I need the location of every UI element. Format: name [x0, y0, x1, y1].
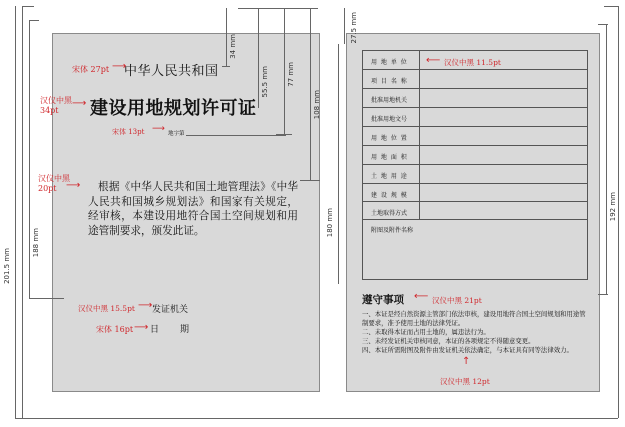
dim-line-201: [15, 6, 16, 418]
arrow-title: ⟶: [72, 98, 87, 109]
arrow-serial: ⟶: [152, 124, 165, 134]
table-row: 土地取得方式: [363, 202, 587, 220]
outer-frame-top-right: [604, 6, 618, 7]
annotation-body-font: 汉仪中黑 20pt: [38, 174, 70, 193]
certificate-body-text: 根据《中华人民共和国土地管理法》《中华人民共和国城乡规划法》和国家有关规定，经审核，本建设用地符合国土空间规划和用途管制要求，颁发此证。: [88, 181, 298, 237]
dim-line-77: [284, 8, 285, 134]
date-char-period: 期: [180, 325, 190, 335]
notice-item: 四、本证所需附图及附件由发证机关依法确定，与本证具有同等法律效力。: [362, 346, 573, 354]
serial-underline: [186, 135, 286, 136]
dim-label-180: 180 mm: [326, 208, 334, 238]
dim-label-27: 27.5 mm: [350, 12, 358, 44]
table-row: 用 地 位 置: [363, 127, 587, 146]
dim-label-77: 77 mm: [287, 62, 295, 87]
table-row: 批准用地机关: [363, 89, 587, 108]
notice-item: 三、未经发证机关审核同意，本证的各项规定不得随意变更。: [362, 337, 535, 345]
dim-label-55: 55.5 mm: [261, 66, 269, 98]
table-row: 用 地 面 积: [363, 146, 587, 165]
arrow-notice-title: ⟵: [414, 291, 429, 302]
notice-item: 二、未取得本证而占用土地的，属违法行为。: [362, 328, 490, 336]
dim-line-192: [606, 24, 607, 294]
date-char-day: 日: [150, 325, 160, 335]
dim-line-34: [226, 8, 227, 66]
outer-frame-right: [618, 6, 619, 418]
dim-line-180: [338, 44, 339, 284]
annotation-title-font: 汉仪中黑 34pt: [40, 96, 72, 115]
info-table: [362, 50, 588, 280]
country-name: 中华人民共和国: [124, 64, 219, 79]
annotation-table-font: 汉仪中黑 11.5pt: [444, 58, 501, 67]
outer-frame-top-left: [22, 6, 34, 7]
notice-title: 遵守事项: [362, 294, 404, 306]
table-row: 建 设 规 模: [363, 184, 587, 202]
dim-label-188: 188 mm: [32, 228, 40, 258]
dim-line-188-top: [29, 20, 39, 21]
dim-line-108: [310, 8, 311, 180]
dim-label-192: 192 mm: [609, 192, 617, 222]
arrow-notice-font: ↑: [462, 356, 471, 367]
outer-frame-left: [22, 6, 23, 418]
outer-frame-bottom: [22, 418, 618, 419]
dim-label-34: 34 mm: [229, 34, 237, 59]
certificate-title: 建设用地规划许可证: [90, 98, 257, 119]
dim-label-201: 201.5 mm: [3, 248, 11, 284]
issuer-label: 发证机关: [152, 305, 189, 315]
annotation-date-font: 宋体 16pt: [96, 325, 134, 334]
dim-top-line: [238, 8, 318, 9]
country-leader: [222, 66, 230, 67]
dim-line-55: [258, 8, 259, 108]
dim-line-bottom-left: [15, 418, 25, 419]
attachment-label: 附图及附件名称: [371, 227, 414, 234]
notice-item: 一、本证是经自然资源主管部门依法审核，建设用地符合国土空间规划和用途管制要求，准予使用土地的法律凭证。: [362, 310, 586, 327]
annotation-serial-font: 宋体 13pt: [112, 128, 145, 136]
dim-line-188-bottom: [29, 298, 64, 299]
dim-line-192-bottom: [598, 294, 608, 295]
table-row: 批准用地文号: [363, 108, 587, 127]
arrow-body: ⟶: [66, 180, 81, 191]
annotation-country-font: 宋体 27pt: [72, 65, 110, 74]
dim-line-108-bottom: [300, 180, 320, 181]
table-row: 项 目 名 称: [363, 70, 587, 89]
dim-line-188: [29, 20, 30, 298]
dim-line-27: [344, 8, 345, 44]
table-row: 用 地 单 位: [363, 51, 587, 70]
notice-list: [362, 310, 590, 355]
annotation-notice-title-font: 汉仪中黑 21pt: [432, 296, 482, 305]
arrow-issuer: ⟶: [138, 300, 153, 311]
table-row: 土 地 用 途: [363, 165, 587, 184]
arrow-date: ⟶: [134, 322, 149, 333]
dim-line-192-top: [598, 24, 608, 25]
arrow-country: ⟶: [112, 61, 127, 72]
serial-label: 地字第: [168, 131, 185, 137]
annotation-issuer-font: 汉仪中黑 15.5pt: [78, 304, 135, 313]
dim-label-108: 108 mm: [313, 90, 321, 120]
arrow-table: ⟵: [426, 55, 441, 66]
annotation-notice-font: 汉仪中黑 12pt: [440, 377, 490, 386]
